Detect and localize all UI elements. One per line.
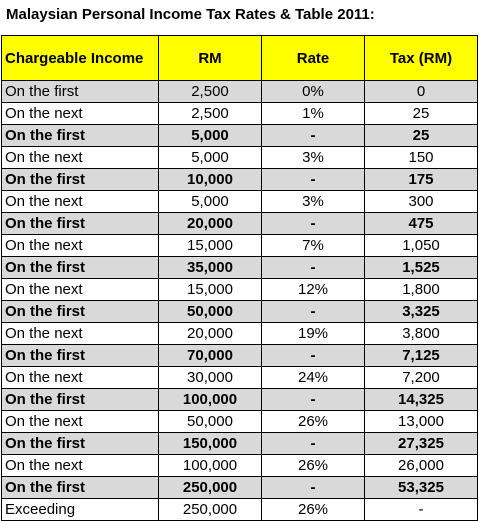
cell-chargeable-income: Exceeding xyxy=(2,499,159,521)
cell-chargeable-income: On the first xyxy=(2,257,159,279)
table-row xyxy=(2,389,478,411)
cell-chargeable-income: On the first xyxy=(2,345,159,367)
table-row xyxy=(2,257,478,279)
cell-rate: 3% xyxy=(262,191,365,213)
table-header-row xyxy=(2,36,478,81)
cell-rm: 250,000 xyxy=(159,477,262,499)
table-row xyxy=(2,191,478,213)
cell-rm: 70,000 xyxy=(159,345,262,367)
cell-rate: 26% xyxy=(262,455,365,477)
cell-chargeable-income: On the next xyxy=(2,235,159,257)
cell-rm: 100,000 xyxy=(159,389,262,411)
cell-tax: 300 xyxy=(365,191,478,213)
header-tax: Tax (RM) xyxy=(365,36,478,81)
cell-chargeable-income: On the first xyxy=(2,301,159,323)
cell-tax: 1,525 xyxy=(365,257,478,279)
cell-rm: 35,000 xyxy=(159,257,262,279)
cell-chargeable-income: On the next xyxy=(2,411,159,433)
cell-tax: - xyxy=(365,499,478,521)
cell-rm: 5,000 xyxy=(159,191,262,213)
table-row xyxy=(2,103,478,125)
cell-rm: 20,000 xyxy=(159,213,262,235)
cell-tax: 1,050 xyxy=(365,235,478,257)
table-row xyxy=(2,433,478,455)
cell-tax: 14,325 xyxy=(365,389,478,411)
cell-rate: 12% xyxy=(262,279,365,301)
cell-tax: 26,000 xyxy=(365,455,478,477)
cell-chargeable-income: On the next xyxy=(2,323,159,345)
cell-tax: 175 xyxy=(365,169,478,191)
cell-chargeable-income: On the next xyxy=(2,367,159,389)
cell-tax: 13,000 xyxy=(365,411,478,433)
cell-rm: 15,000 xyxy=(159,279,262,301)
cell-rm: 50,000 xyxy=(159,301,262,323)
table-row xyxy=(2,147,478,169)
cell-chargeable-income: On the next xyxy=(2,455,159,477)
cell-tax: 475 xyxy=(365,213,478,235)
cell-tax: 150 xyxy=(365,147,478,169)
cell-rate: 26% xyxy=(262,499,365,521)
cell-rm: 100,000 xyxy=(159,455,262,477)
cell-rate: - xyxy=(262,433,365,455)
table-row xyxy=(2,323,478,345)
cell-rm: 10,000 xyxy=(159,169,262,191)
header-chargeable-income: Chargeable Income xyxy=(2,36,159,81)
cell-tax: 53,325 xyxy=(365,477,478,499)
cell-tax: 25 xyxy=(365,103,478,125)
cell-rate: - xyxy=(262,389,365,411)
cell-tax: 3,800 xyxy=(365,323,478,345)
cell-rate: 0% xyxy=(262,81,365,103)
cell-rm: 5,000 xyxy=(159,125,262,147)
cell-chargeable-income: On the next xyxy=(2,147,159,169)
cell-chargeable-income: On the first xyxy=(2,433,159,455)
cell-rate: 19% xyxy=(262,323,365,345)
table-row xyxy=(2,81,478,103)
table-row xyxy=(2,213,478,235)
header-rate: Rate xyxy=(262,36,365,81)
cell-chargeable-income: On the next xyxy=(2,191,159,213)
cell-rm: 20,000 xyxy=(159,323,262,345)
cell-rm: 250,000 xyxy=(159,499,262,521)
cell-rate: - xyxy=(262,125,365,147)
cell-tax: 7,200 xyxy=(365,367,478,389)
cell-tax: 25 xyxy=(365,125,478,147)
table-row xyxy=(2,301,478,323)
table-row xyxy=(2,235,478,257)
cell-tax: 7,125 xyxy=(365,345,478,367)
page-title: Malaysian Personal Income Tax Rates & Table 2011: xyxy=(6,6,375,23)
cell-rate: - xyxy=(262,301,365,323)
cell-chargeable-income: On the first xyxy=(2,477,159,499)
cell-tax: 3,325 xyxy=(365,301,478,323)
cell-rm: 2,500 xyxy=(159,81,262,103)
table-row xyxy=(2,367,478,389)
table-row xyxy=(2,411,478,433)
cell-rate: - xyxy=(262,213,365,235)
cell-rm: 150,000 xyxy=(159,433,262,455)
cell-tax: 27,325 xyxy=(365,433,478,455)
cell-rm: 30,000 xyxy=(159,367,262,389)
cell-rate: 26% xyxy=(262,411,365,433)
tax-rate-table xyxy=(1,35,478,521)
table-row xyxy=(2,455,478,477)
cell-rate: 3% xyxy=(262,147,365,169)
table-row xyxy=(2,345,478,367)
cell-rm: 2,500 xyxy=(159,103,262,125)
cell-rate: - xyxy=(262,257,365,279)
table-row xyxy=(2,125,478,147)
cell-rate: - xyxy=(262,477,365,499)
cell-chargeable-income: On the first xyxy=(2,169,159,191)
cell-rm: 15,000 xyxy=(159,235,262,257)
cell-rm: 50,000 xyxy=(159,411,262,433)
cell-chargeable-income: On the next xyxy=(2,279,159,301)
cell-chargeable-income: On the first xyxy=(2,389,159,411)
cell-tax: 1,800 xyxy=(365,279,478,301)
table-row xyxy=(2,169,478,191)
table-row xyxy=(2,477,478,499)
header-rm: RM xyxy=(159,36,262,81)
cell-rate: 1% xyxy=(262,103,365,125)
cell-tax: 0 xyxy=(365,81,478,103)
cell-chargeable-income: On the first xyxy=(2,81,159,103)
cell-chargeable-income: On the first xyxy=(2,125,159,147)
cell-rate: 24% xyxy=(262,367,365,389)
cell-chargeable-income: On the next xyxy=(2,103,159,125)
table-row xyxy=(2,499,478,521)
cell-chargeable-income: On the first xyxy=(2,213,159,235)
cell-rate: 7% xyxy=(262,235,365,257)
cell-rate: - xyxy=(262,169,365,191)
table-row xyxy=(2,279,478,301)
cell-rate: - xyxy=(262,345,365,367)
cell-rm: 5,000 xyxy=(159,147,262,169)
